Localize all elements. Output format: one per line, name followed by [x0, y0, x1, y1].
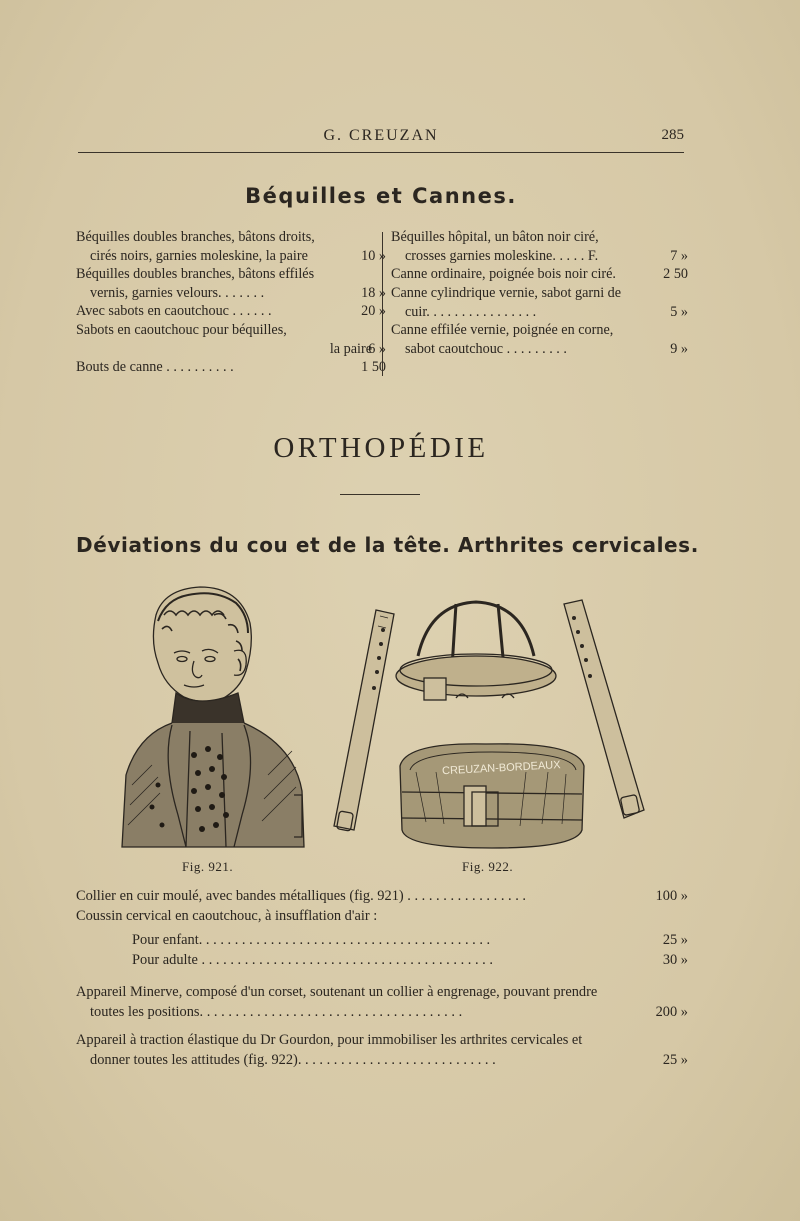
price-row-text: Pour enfant. . . . . . . . . . . . . . . . . . . . . . . . . . . . . . . . . . . . . . . . . — [132, 932, 491, 948]
price-row-amount: 30 » — [662, 952, 688, 968]
item-line: Avec sabots en caoutchouc . . . . . . — [76, 303, 272, 319]
item-line: cirés noirs, garnies moleskine, la paire — [90, 247, 308, 264]
price-row-text: Coussin cervical en caoutchouc, à insufflation d'air : — [76, 908, 378, 924]
item-price: 10 » — [361, 247, 386, 264]
item-line: la paire — [329, 340, 372, 357]
item-line: sabot caoutchouc . . . . . . . . . — [405, 340, 567, 357]
figure-922-caption: Fig. 922. — [462, 859, 514, 874]
item-line: Sabots en caoutchouc pour béquilles, — [76, 322, 287, 338]
list-item — [76, 321, 386, 358]
item-line: crosses garnies moleskine. . . . . F. — [405, 247, 599, 264]
price-row-amount: 100 » — [655, 888, 688, 904]
item-line: Béquilles doubles branches, bâtons droits, — [76, 229, 315, 245]
list-item — [391, 284, 688, 321]
price-row-amount: 200 » — [655, 1004, 688, 1020]
item-price: 9 » — [670, 340, 688, 357]
item-line: cuir. . . . . . . . . . . . . . . . — [405, 303, 537, 320]
page-number: 285 — [661, 127, 684, 143]
list-item — [391, 321, 688, 358]
title-rule — [340, 494, 420, 495]
price-row-text: donner toutes les attitudes (fig. 922). . . . . . . . . . . . . . . . . . . . . . . . . . . . — [90, 1052, 496, 1068]
item-line: Canne ordinaire, poignée bois noir ciré. — [391, 266, 616, 282]
item-line: Béquilles hôpital, un bâton noir ciré, — [391, 229, 599, 245]
subsection-title: Déviations du cou et de la tête. Arthrites cervicales. — [76, 533, 699, 557]
price-row — [76, 1002, 688, 1022]
figure-922 — [326, 596, 646, 854]
item-price: 2 50 — [663, 266, 688, 282]
list-item — [76, 228, 386, 265]
left-column — [76, 228, 386, 377]
item-price: 20 » — [361, 303, 386, 319]
right-column — [391, 228, 688, 358]
running-head — [78, 127, 684, 149]
item-price: 7 » — [670, 247, 688, 264]
price-row — [76, 886, 688, 906]
item-price: 18 » — [361, 284, 386, 301]
header-rule — [78, 152, 684, 153]
list-item — [76, 302, 386, 321]
price-row — [76, 906, 688, 926]
item-line: Béquilles doubles branches, bâtons effilés — [76, 266, 315, 282]
list-item — [391, 228, 688, 265]
price-row-text: Pour adulte . . . . . . . . . . . . . . . . . . . . . . . . . . . . . . . . . . . . . . . . . — [132, 952, 493, 968]
item-line: Bouts de canne . . . . . . . . . . — [76, 359, 234, 375]
item-price: 5 » — [670, 303, 688, 320]
price-row-amount: 25 » — [662, 1052, 688, 1068]
bequilles-price-columns — [76, 228, 688, 378]
section-title-bequilles: Béquilles et Cannes. — [245, 184, 517, 208]
price-row — [76, 930, 688, 950]
price-row-text: Collier en cuir moulé, avec bandes métalliques (fig. 921) . . . . . . . . . . . . . . . . . — [76, 888, 527, 904]
orthopedie-price-list — [76, 886, 688, 1070]
price-row — [76, 950, 688, 970]
price-row — [76, 1030, 688, 1050]
item-price: 6 » — [368, 340, 386, 357]
item-line: Canne effilée vernie, poignée en corne, — [391, 322, 614, 338]
price-row — [76, 1050, 688, 1070]
item-line: Canne cylindrique vernie, sabot garni de — [391, 285, 622, 301]
price-row-text: toutes les positions. . . . . . . . . . . . . . . . . . . . . . . . . . . . . . . . . . . . . — [90, 1004, 463, 1020]
section-title-orthopedie: ORTHOPÉDIE — [273, 432, 489, 464]
list-item — [391, 265, 688, 284]
item-line: vernis, garnies velours. . . . . . . — [90, 284, 265, 301]
column-divider — [382, 232, 383, 376]
price-row-amount: 25 » — [662, 932, 688, 948]
figure-921-caption: Fig. 921. — [182, 859, 234, 874]
running-head-author: G. CREUZAN — [323, 127, 439, 144]
list-item — [76, 358, 386, 377]
price-row-text: Appareil Minerve, composé d'un corset, soutenant un collier à engrenage, pouvant prendre — [76, 984, 598, 1000]
belt-engraving: CREUZAN-BORDEAUX — [441, 759, 561, 778]
price-row — [76, 982, 688, 1002]
price-row-text: Appareil à traction élastique du Dr Gourdon, pour immobiliser les arthrites cervicales et — [76, 1032, 583, 1048]
list-item — [76, 265, 386, 302]
figure-921 — [118, 585, 308, 853]
traction-apparatus-illustration — [326, 596, 646, 854]
item-price: 1 50 — [361, 359, 386, 375]
boy-collar-illustration — [118, 585, 308, 853]
